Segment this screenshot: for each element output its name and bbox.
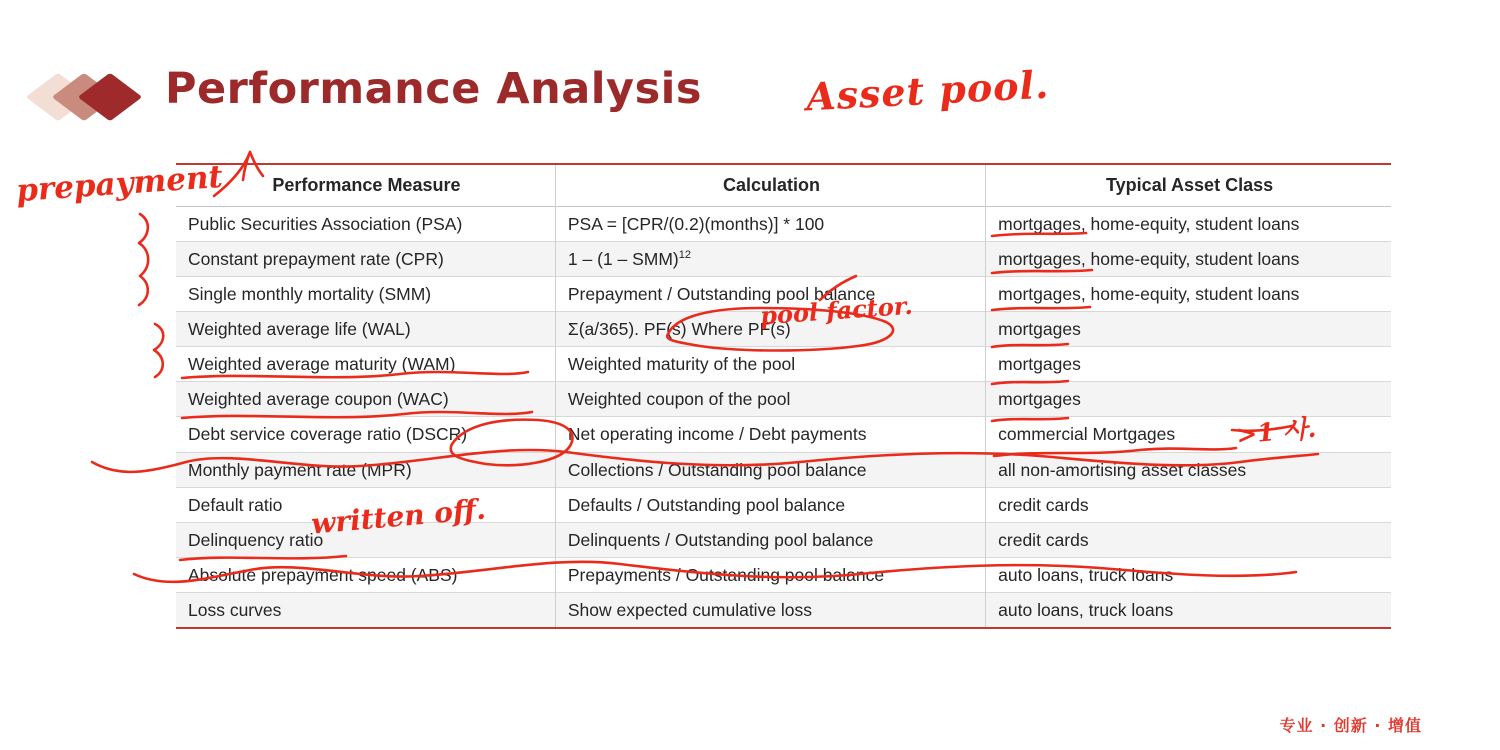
cell-measure: Weighted average life (WAL)	[188, 319, 411, 340]
cell-calculation-exponent: 12	[678, 248, 691, 261]
cell-calculation: Defaults / Outstanding pool balance	[555, 487, 985, 522]
table-row	[176, 241, 1391, 276]
ink-note-greater-than-one: >1 사.	[1235, 413, 1318, 450]
table-row	[176, 557, 1391, 592]
cell-measure: Delinquency ratio	[188, 529, 324, 550]
column-header-typical-asset-class: Typical Asset Class	[1106, 175, 1274, 195]
table-row	[176, 276, 1391, 311]
cell-asset-class: auto loans, truck loans	[998, 564, 1174, 585]
cell-measure: Constant prepayment rate (CPR)	[188, 248, 444, 269]
cell-calculation: Prepayment / Outstanding pool balance	[555, 276, 985, 311]
cell-calculation: Σ(a/365). PF(s) Where PF(s)	[555, 312, 985, 347]
cell-calculation: Delinquents / Outstanding pool balance	[555, 522, 985, 557]
table-row	[176, 312, 1391, 347]
cell-asset-class: mortgages, home-equity, student loans	[998, 213, 1300, 234]
cell-calculation: PSA = [CPR/(0.2)(months)] * 100	[555, 206, 985, 241]
cell-measure: Weighted average maturity (WAM)	[188, 354, 456, 375]
cell-asset-class: auto loans, truck loans	[998, 600, 1174, 621]
cell-measure: Public Securities Association (PSA)	[188, 213, 463, 234]
table-header-row	[176, 164, 1391, 206]
ink-brace-prepayment-rows	[139, 214, 148, 305]
table-row	[176, 522, 1391, 557]
table-row	[176, 593, 1391, 629]
cell-asset-class: credit cards	[998, 494, 1089, 515]
table-row	[176, 452, 1391, 487]
ink-note-prepayment: prepayment	[14, 158, 224, 210]
performance-measures-table	[176, 163, 1391, 629]
diamond-logo-icon	[38, 74, 148, 116]
cell-asset-class: mortgages, home-equity, student loans	[998, 283, 1300, 304]
cell-calculation: Collections / Outstanding pool balance	[555, 452, 985, 487]
table-row	[176, 382, 1391, 417]
cell-asset-class: mortgages	[998, 389, 1081, 410]
ink-note-written-off: written off.	[309, 492, 487, 541]
table-row	[176, 347, 1391, 382]
cell-asset-class: mortgages	[998, 354, 1081, 375]
column-header-performance-measure: Performance Measure	[272, 175, 461, 195]
cell-asset-class: commercial Mortgages	[998, 424, 1176, 445]
cell-asset-class: credit cards	[998, 529, 1089, 550]
slide-header	[0, 52, 1500, 132]
column-header-calculation: Calculation	[555, 164, 985, 206]
cell-calculation: Net operating income / Debt payments	[555, 417, 985, 452]
cell-measure: Absolute prepayment speed (ABS)	[188, 564, 458, 585]
cell-asset-class: mortgages	[998, 319, 1081, 340]
ink-note-pool-factor: pool factor.	[759, 290, 914, 331]
cell-calculation	[555, 241, 985, 276]
ink-note-asset-pool: Asset pool.	[804, 61, 1051, 120]
cell-measure: Weighted average coupon (WAC)	[188, 389, 449, 410]
cell-asset-class: all non-amortising asset classes	[998, 459, 1247, 480]
table-row	[176, 417, 1391, 452]
ink-brace-wal-rows	[154, 324, 163, 377]
cell-calculation: Show expected cumulative loss	[555, 593, 985, 629]
cell-asset-class: mortgages, home-equity, student loans	[998, 248, 1300, 269]
page-title: Performance Analysis	[165, 64, 703, 114]
table-row	[176, 206, 1391, 241]
slide-footer-slogan: 专业 · 创新 · 增值	[1279, 716, 1422, 735]
cell-measure: Debt service coverage ratio (DSCR)	[188, 424, 468, 445]
cell-calculation: Prepayments / Outstanding pool balance	[555, 557, 985, 592]
cell-measure: Default ratio	[188, 494, 283, 515]
cell-calculation: Weighted coupon of the pool	[555, 382, 985, 417]
cell-measure: Single monthly mortality (SMM)	[188, 283, 432, 304]
cell-measure: Loss curves	[188, 600, 282, 621]
table-row	[176, 487, 1391, 522]
cell-calculation-text: 1 – (1 – SMM)	[567, 248, 679, 269]
cell-measure: Monthly payment rate (MPR)	[188, 459, 412, 480]
cell-calculation: Weighted maturity of the pool	[555, 347, 985, 382]
